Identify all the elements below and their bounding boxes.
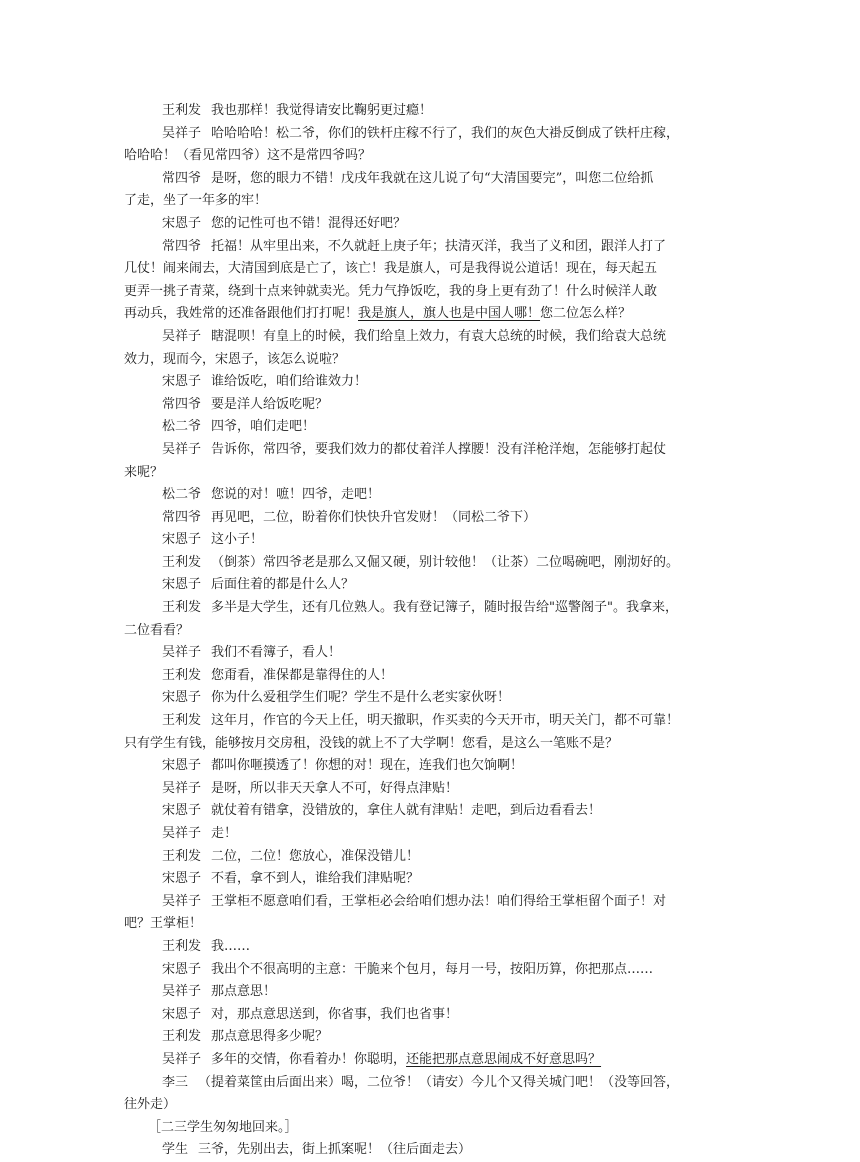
script-line [124,891,764,914]
dialogue-text: 这小子！ [211,532,264,548]
script-line [124,326,764,349]
speaker-name: 吴祥子 [162,441,202,457]
script-line [124,642,764,665]
dialogue-text: 您的记性可也不错！混得还好吧？ [211,215,407,231]
speaker-name: 松二爷 [162,487,202,503]
speaker-name: 王利发 [162,938,202,954]
speaker-name: 宋恩子 [162,215,202,231]
script-line [124,846,764,869]
dialogue-text: 来呢？ [124,464,164,480]
script-line [124,710,764,733]
dialogue-text: 二位看看？ [124,622,190,638]
script-line [124,574,764,597]
dialogue-text: （提着菜筐由后面出来）喝，二位爷！（请安）今儿个又得关城门吧！（没等回答， [198,1074,680,1090]
speaker-name: 王利发 [162,103,202,118]
dialogue-text: 谁给饭吃，咱们给谁效力！ [211,374,368,390]
dialogue-text: 效力，现而今，宋恩子，该怎么说啦？ [124,351,346,367]
dialogue-text: 更弄一挑子青菜，绕到十点来钟就卖光。凭力气挣饭吃，我的身上更有劲了！什么时候洋人敢 [124,283,658,299]
script-line [124,416,764,439]
dialogue-text: 这年月，作官的今天上任，明天撤职，作买卖的今天开市，明天关门，都不可靠！ [211,713,680,729]
dialogue-text: 那点意思得多少呢？ [211,1029,329,1045]
dialogue-text: 不看，拿不到人，谁给我们津贴呢？ [211,871,420,887]
script-line [124,913,764,936]
speaker-name: 王利发 [162,713,202,729]
script-line [124,168,764,191]
speaker-name: 吴祥子 [162,125,202,141]
script-line [124,236,764,259]
speaker-name: 宋恩子 [162,961,202,977]
script-line [124,981,764,1004]
dialogue-text: 告诉你，常四爷，要我们效力的都仗着洋人撑腰！没有洋枪洋炮，怎能够打起仗 [211,441,667,457]
script-line [124,1117,764,1140]
dialogue-text: 王掌柜不愿意咱们看，王掌柜必会给咱们想办法！咱们得给王掌柜留个面子！对 [211,893,667,909]
dialogue-text: 多半是大学生，还有几位熟人。我有登记簿子，随时报告给"巡警阁子"。我拿来， [211,600,678,616]
dialogue-text: 四爷，咱们走吧！ [211,419,316,435]
script-line [124,258,764,281]
dialogue-text: 您二位怎么样？ [540,306,632,322]
speaker-name: 宋恩子 [162,532,202,548]
script-line [124,303,764,326]
speaker-name: 吴祥子 [162,780,202,796]
dialogue-text: 托福！从牢里出来，不久就赶上庚子年；扶清灭洋，我当了义和团，跟洋人打了 [211,238,667,254]
dialogue-text: 您甭看，准保都是靠得住的人！ [211,667,394,683]
script-line [124,123,764,146]
script-line [124,213,764,236]
underlined-text: 还能把那点意思闹成不好意思吗？ [406,1051,602,1067]
script-line [124,1094,764,1117]
speaker-name: 宋恩子 [162,871,202,887]
script-line [124,1072,764,1095]
speaker-name: 宋恩子 [162,1006,202,1022]
script-line [124,190,764,213]
script-line [124,439,764,462]
script-line [124,529,764,552]
dialogue-text: 二位，二位！您放心，准保没错儿！ [211,848,420,864]
dialogue-text: 是呀，所以非天天拿人不可，好得点津贴！ [211,780,459,796]
script-line [124,936,764,959]
script-line [124,281,764,304]
speaker-name: 王利发 [162,1029,202,1045]
script-line [124,462,764,485]
speaker-name: 宋恩子 [162,690,202,706]
dialogue-text: 对，那点意思送到，你省事，我们也省事！ [211,1006,459,1022]
speaker-name: 宋恩子 [162,577,202,593]
speaker-name: 李三 [162,1074,189,1090]
speaker-name: 宋恩子 [162,758,202,774]
speaker-name: 学生 [162,1142,189,1158]
script-line [124,1026,764,1049]
script-line [124,733,764,756]
script-line [124,1049,764,1072]
speaker-name: 王利发 [162,554,202,570]
script-line [124,507,764,530]
dialogue-text: 多年的交情，你看着办！你聪明， [211,1051,407,1067]
dialogue-text: 我…… [211,938,251,954]
script-line [124,620,764,643]
dialogue-text: 往外走） [124,1097,177,1113]
speaker-name: 吴祥子 [162,893,202,909]
underlined-text: 我是旗人，旗人也是中国人哪！ [358,306,541,322]
dialogue-text: 几仗！闹来闹去，大清国到底是亡了，该亡！我是旗人，可是我得说公道话！现在，每天起五 [124,261,658,277]
speaker-name: 王利发 [162,667,202,683]
script-line [124,1004,764,1027]
dialogue-text: 你为什么爱租学生们呢？学生不是什么老实家伙呀！ [211,690,511,706]
dialogue-text: ［二三学生匆匆地回来。］ [148,1119,298,1135]
speaker-name: 常四爷 [162,170,202,186]
dialogue-text: 再动兵，我姓常的还准备跟他们打打呢！ [124,306,359,322]
dialogue-text: 吧？王掌柜！ [124,916,203,932]
dialogue-text: （倒茶）常四爷老是那么又倔又硬，别计较他！（让茶）二位喝碗吧，刚沏好的。 [211,554,680,570]
script-line [124,371,764,394]
speaker-name: 常四爷 [162,396,202,412]
dialogue-text: 都叫你咂摸透了！你想的对！现在，连我们也欠饷啊！ [211,758,524,774]
dialogue-text: 我出个不很高明的主意：干脆来个包月，每月一号，按阳历算，你把那点…… [211,961,654,977]
script-line [124,778,764,801]
script-line [124,597,764,620]
script-line [124,552,764,575]
speaker-name: 王利发 [162,848,202,864]
dialogue-text: 哈哈哈！（看见常四爷）这不是常四爷吗？ [124,148,372,164]
dialogue-text: 再见吧，二位，盼着你们快快升官发财！（同松二爷下） [211,509,537,525]
dialogue-text: 我也那样！我觉得请安比鞠躬更过瘾！ [211,103,433,118]
script-page [124,100,764,1162]
speaker-name: 吴祥子 [162,645,202,661]
speaker-name: 吴祥子 [162,826,202,841]
speaker-name: 常四爷 [162,509,202,525]
script-line [124,959,764,982]
speaker-name: 常四爷 [162,238,202,254]
speaker-name: 宋恩子 [162,374,202,390]
dialogue-text: 只有学生有钱，能够按月交房租，没钱的就上不了大学啊！您看，是这么一笔账不是？ [124,735,619,751]
dialogue-text: 您说的对！嗻！四爷，走吧！ [211,487,381,503]
script-line [124,394,764,417]
script-line [124,823,764,846]
dialogue-text: 是呀，您的眼力不错！戊戌年我就在这儿说了句“大清国要完”，叫您二位给抓 [211,170,654,186]
speaker-name: 吴祥子 [162,984,202,1000]
dialogue-text: 我们不看簿子，看人！ [211,645,342,661]
speaker-name: 宋恩子 [162,803,202,819]
dialogue-text: 那点意思！ [211,984,277,1000]
script-line [124,1139,764,1162]
script-line [124,665,764,688]
speaker-name: 吴祥子 [162,328,202,344]
script-line [124,484,764,507]
speaker-name: 松二爷 [162,419,202,435]
script-line [124,800,764,823]
dialogue-text: 三爷，先别出去，街上抓案呢！（往后面走去） [198,1142,472,1158]
speaker-name: 吴祥子 [162,1051,202,1067]
script-line [124,100,764,123]
script-line [124,145,764,168]
script-line [124,868,764,891]
dialogue-text: 了走，坐了一年多的牢！ [124,193,268,209]
script-line [124,349,764,372]
dialogue-text: 后面住着的都是什么人？ [211,577,355,593]
speaker-name: 王利发 [162,600,202,616]
dialogue-text: 就仗着有错拿，没错放的，拿住人就有津贴！走吧，到后边看看去！ [211,803,602,819]
script-line [124,687,764,710]
dialogue-text: 要是洋人给饭吃呢？ [211,396,329,412]
script-line [124,755,764,778]
dialogue-text: 瞎混呗！有皇上的时候，我们给皇上效力，有袁大总统的时候，我们给袁大总统 [211,328,667,344]
dialogue-text: 哈哈哈哈！松二爷，你们的铁杆庄稼不行了，我们的灰色大褂反倒成了铁杆庄稼， [211,125,680,141]
dialogue-text: 走！ [211,826,238,841]
